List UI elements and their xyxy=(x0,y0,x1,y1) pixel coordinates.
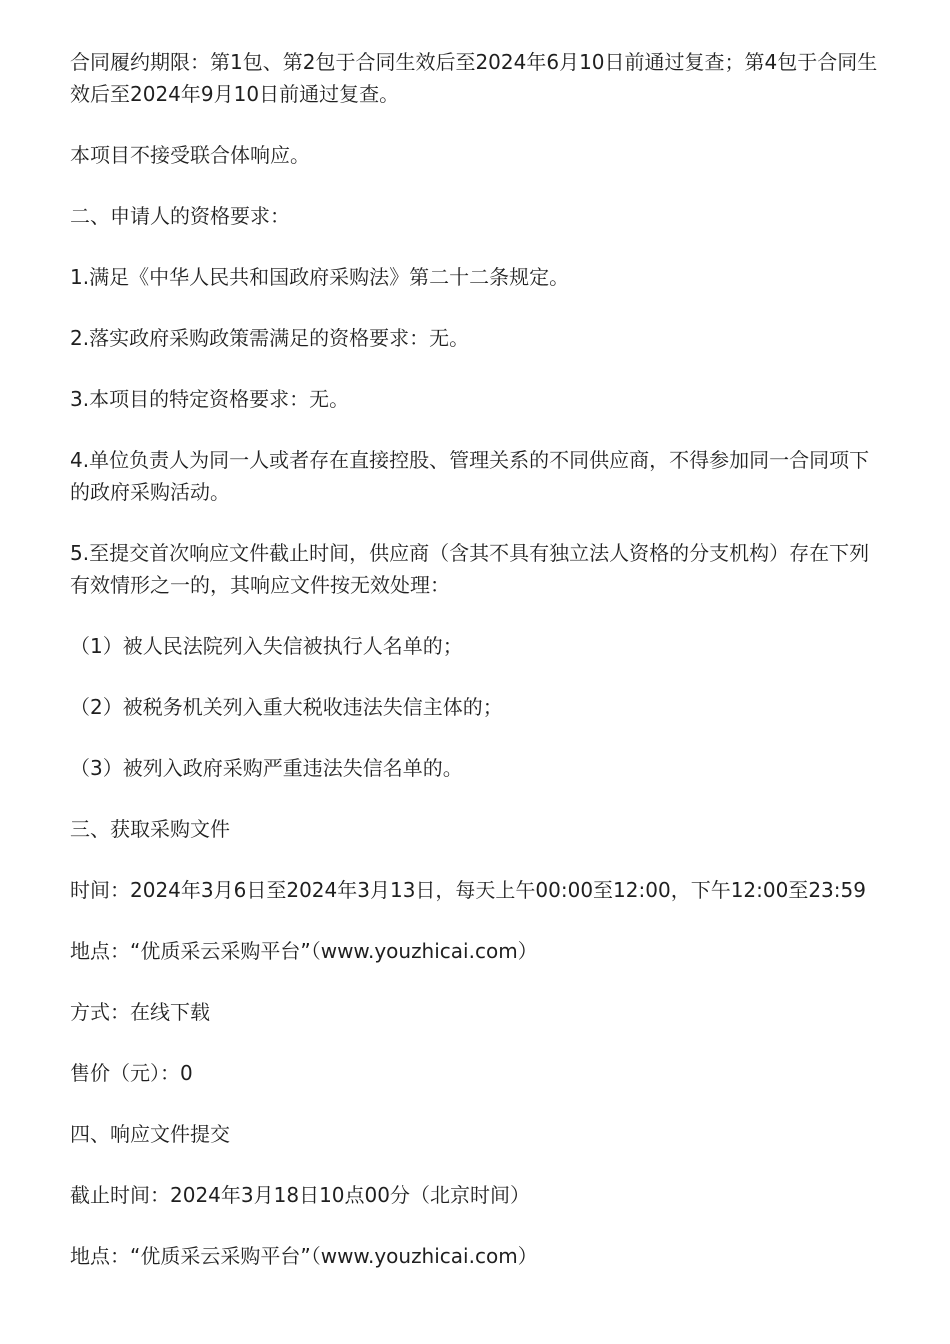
section-heading-obtain-documents: 三、获取采购文件 xyxy=(70,817,230,841)
section-heading-qualification: 二、申请人的资格要求： xyxy=(70,204,290,228)
qualification-item-5: 5.至提交首次响应文件截止时间，供应商（含其不具有独立法人资格的分支机构）存在下列有效情形之一的，其响应文件按无效处理： xyxy=(70,541,870,597)
deadline-paragraph: 截止时间：2024年3月18日10点00分（北京时间） xyxy=(70,1183,530,1207)
section-heading-submission: 四、响应文件提交 xyxy=(70,1122,230,1146)
obtain-time-paragraph: 时间：2024年3月6日至2024年3月13日，每天上午00:00至12:00，下午12:00至23:59 xyxy=(70,878,866,902)
contract-period-paragraph: 合同履约期限：第1包、第2包于合同生效后至2024年6月10日前通过复查；第4包于合同生效后至2024年9月10日前通过复查。 xyxy=(70,50,878,106)
qualification-item-3: 3.本项目的特定资格要求：无。 xyxy=(70,387,350,411)
qualification-item-4: 4.单位负责人为同一人或者存在直接控股、管理关系的不同供应商，不得参加同一合同项下的政府采购活动。 xyxy=(70,448,870,504)
invalid-case-3: （3）被列入政府采购严重违法失信名单的。 xyxy=(70,756,463,780)
invalid-case-2: （2）被税务机关列入重大税收违法失信主体的； xyxy=(70,695,503,719)
no-consortium-paragraph: 本项目不接受联合体响应。 xyxy=(70,143,310,167)
obtain-location-paragraph: 地点：“优质采云采购平台”（www.youzhicai.com） xyxy=(70,939,538,963)
submission-location-paragraph: 地点：“优质采云采购平台”（www.youzhicai.com） xyxy=(70,1244,538,1268)
obtain-method-paragraph: 方式：在线下载 xyxy=(70,1000,210,1024)
qualification-item-2: 2.落实政府采购政策需满足的资格要求：无。 xyxy=(70,326,470,350)
price-paragraph: 售价（元）：0 xyxy=(70,1061,193,1085)
document-body xyxy=(70,46,885,1301)
invalid-case-1: （1）被人民法院列入失信被执行人名单的； xyxy=(70,634,463,658)
qualification-item-1: 1.满足《中华人民共和国政府采购法》第二十二条规定。 xyxy=(70,265,570,289)
